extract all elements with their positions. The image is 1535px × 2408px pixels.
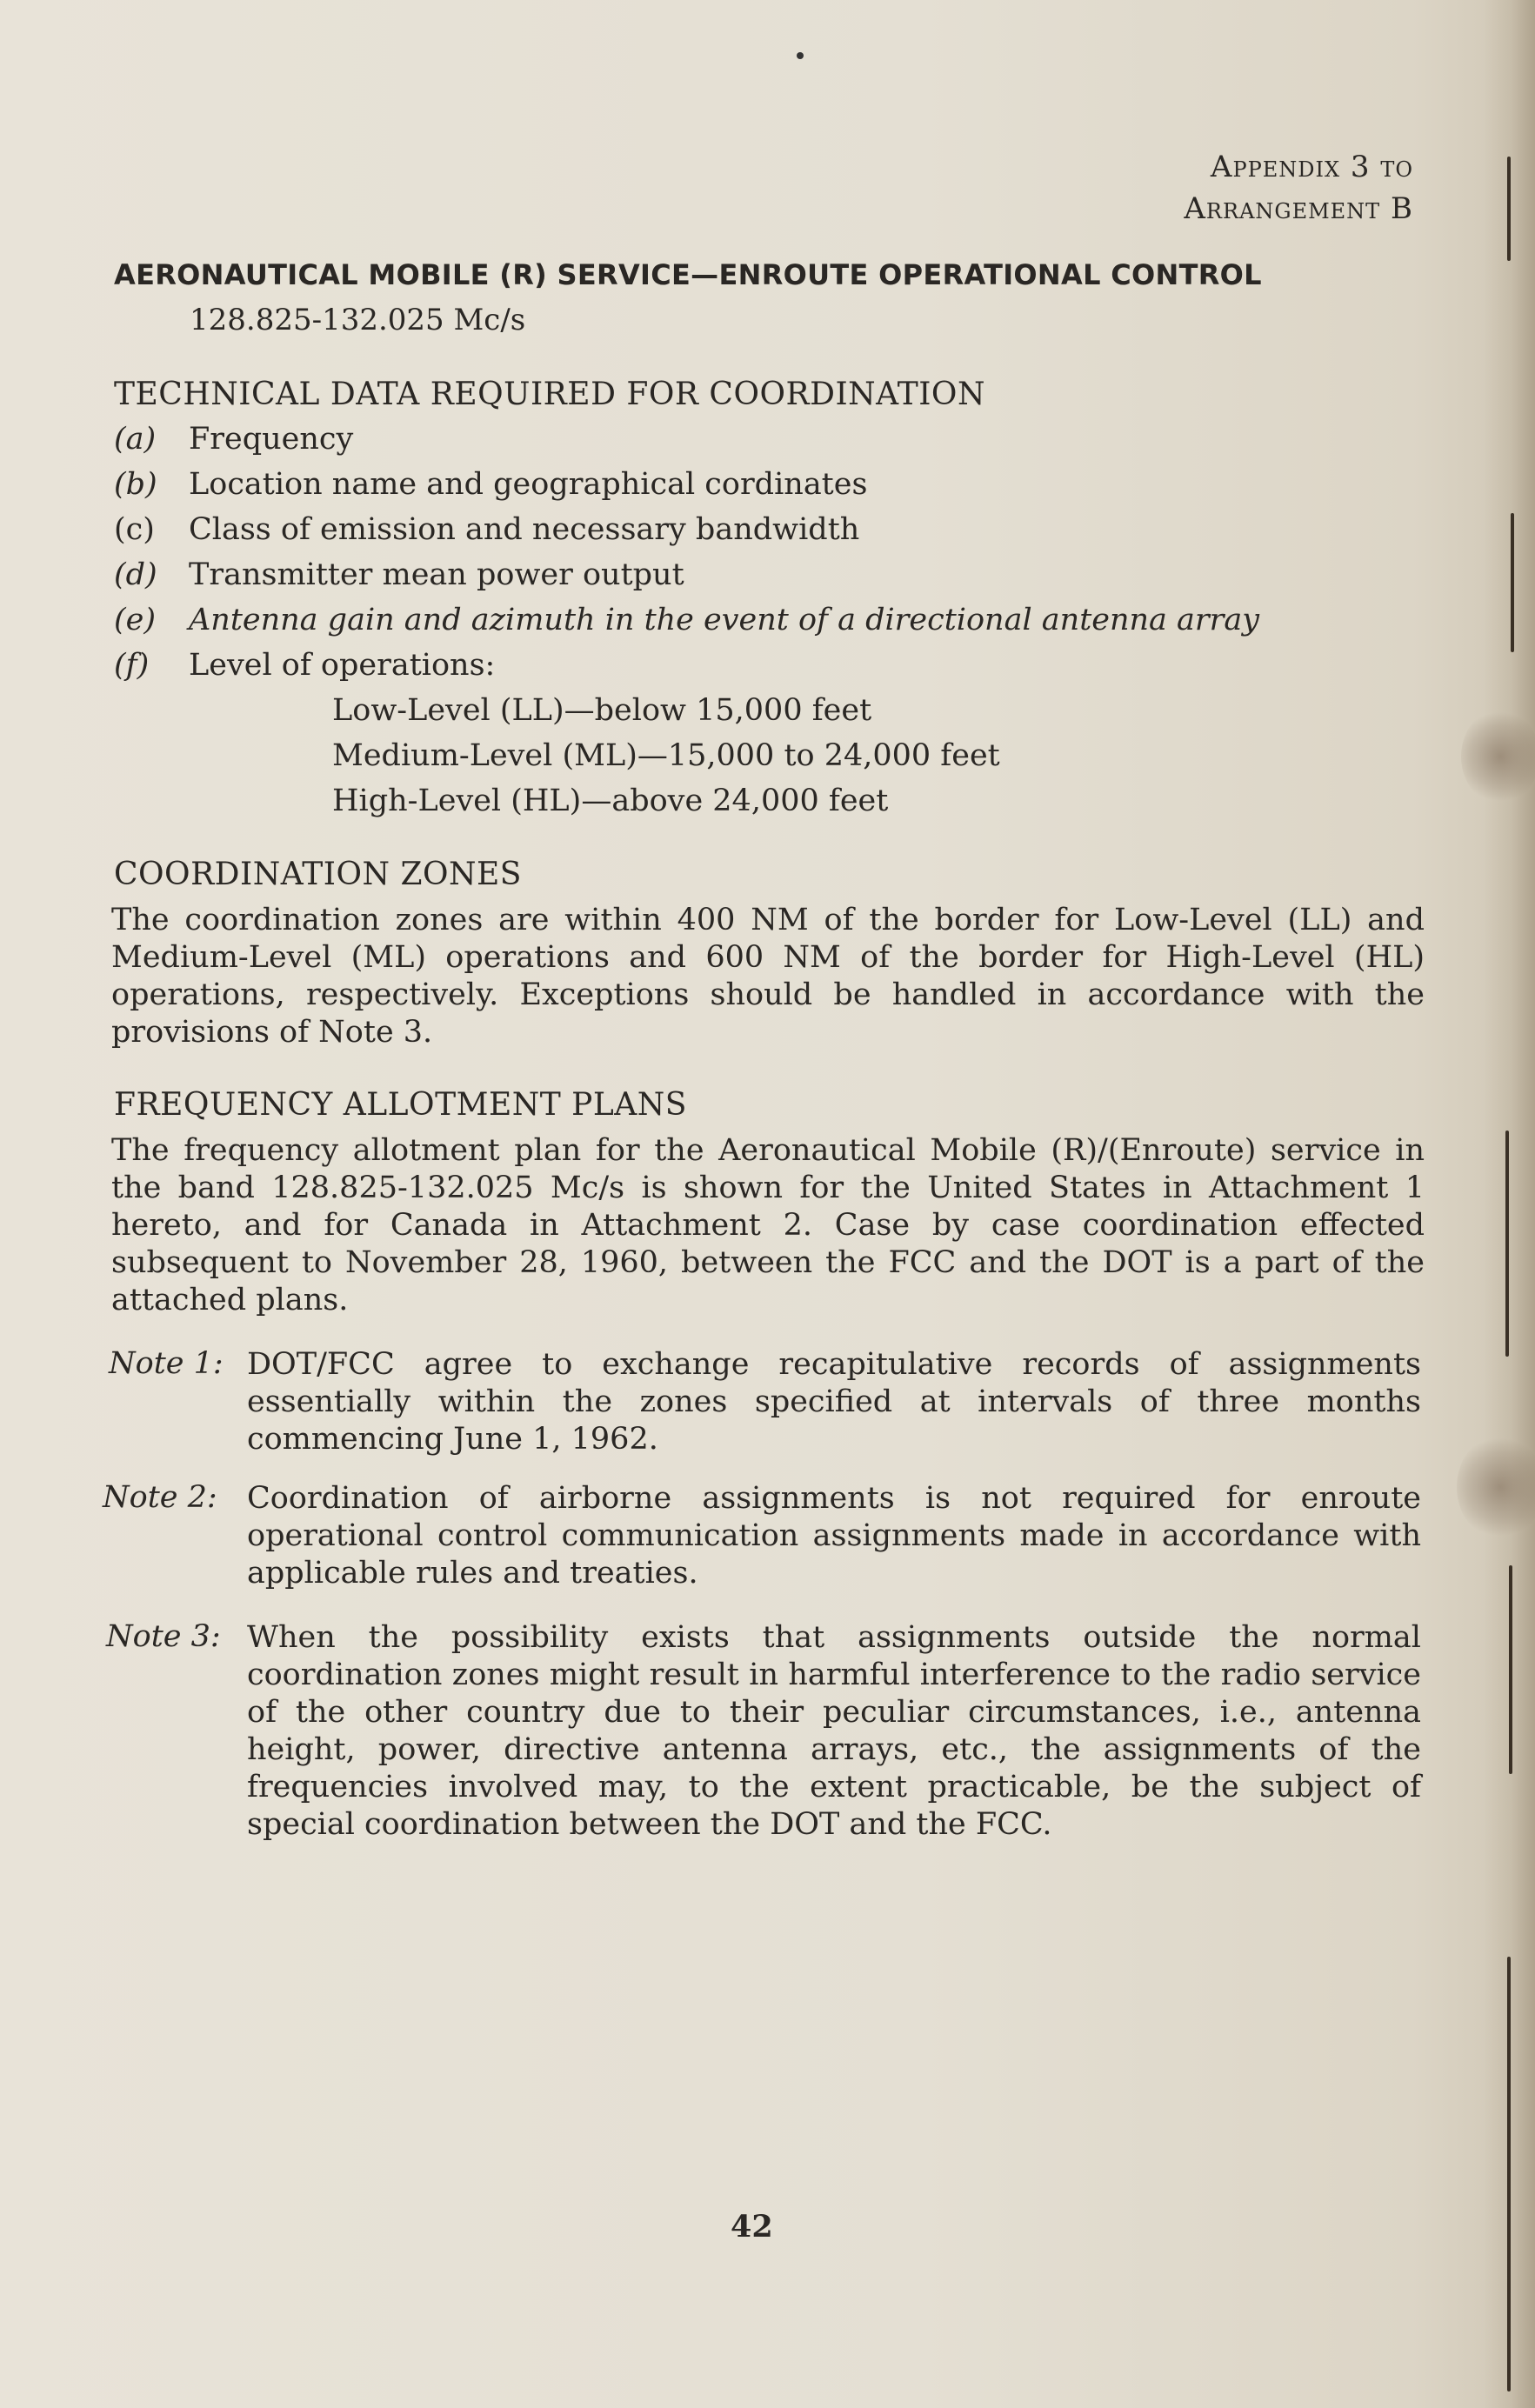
note-1-label: Note 1: xyxy=(109,1346,224,1381)
note-3-label: Note 3: xyxy=(106,1619,221,1654)
list-item xyxy=(114,603,1259,637)
appendix-line-1: Appendix 3 to xyxy=(1210,150,1413,184)
binding-edge-mark xyxy=(1507,157,1511,261)
item-label: (a) xyxy=(114,422,157,457)
bleed-through-text xyxy=(104,78,1409,391)
item-text: Transmitter mean power output xyxy=(189,557,684,592)
note-2-text: Coordination of airborne assignments is not required for enroute operational control communication assignments made in accordance with applicable rules and treaties. xyxy=(247,1481,1421,1591)
level-high: High-Level (HL)—above 24,000 feet xyxy=(332,784,889,818)
page-number: 42 xyxy=(731,2209,773,2245)
appendix-line-2: Arrangement B xyxy=(1184,191,1413,226)
ink-dot xyxy=(797,52,804,59)
item-label: (b) xyxy=(114,467,157,502)
item-label: (c) xyxy=(114,512,155,547)
item-label: (e) xyxy=(114,603,157,637)
item-label: (d) xyxy=(114,557,157,592)
technical-data-heading: TECHNICAL DATA REQUIRED FOR COORDINATION xyxy=(114,377,985,412)
paper-stain xyxy=(1461,709,1535,804)
list-item xyxy=(114,467,867,502)
note-1-text: DOT/FCC agree to exchange recapitulative records of assignments essentially within the zones specified at intervals of three months commencing June 1, 1962. xyxy=(247,1347,1421,1457)
frequency-band: 128.825-132.025 Mc/s xyxy=(190,303,526,337)
note-2-label: Note 2: xyxy=(103,1480,217,1515)
paper-stain xyxy=(1457,1435,1535,1539)
list-item xyxy=(114,648,495,683)
item-text: Class of emission and necessary bandwidth xyxy=(189,512,860,547)
item-text: Frequency xyxy=(189,422,354,457)
coordination-zones-heading: COORDINATION ZONES xyxy=(114,857,522,892)
item-text: Level of operations: xyxy=(189,648,496,683)
item-text: Location name and geographical cordinates xyxy=(189,467,868,502)
note-3-text: When the possibility exists that assignments outside the normal coordination zones might result in harmful interference to the radio service of the other country due to their peculiar circumstances, i.e., antenna height, power, directive antenna arrays, etc., the assignments of the frequencies involved may, to the extent practicable, be the subject of special coordination between the DOT and the FCC. xyxy=(247,1620,1421,1842)
item-label: (f) xyxy=(114,648,150,683)
binding-edge-mark xyxy=(1507,1957,1511,2391)
level-low: Low-Level (LL)—below 15,000 feet xyxy=(332,693,872,728)
level-medium: Medium-Level (ML)—15,000 to 24,000 feet xyxy=(332,738,1000,773)
frequency-plans-heading: FREQUENCY ALLOTMENT PLANS xyxy=(114,1087,687,1123)
appendix-header xyxy=(1184,146,1413,230)
list-item xyxy=(114,512,859,547)
binding-edge-mark xyxy=(1509,1565,1512,1774)
coordination-zones-text: The coordination zones are within 400 NM of the border for Low-Level (LL) and Medium-Level (ML) operations and 600 NM of the border for High-Level (HL) operations, respectively. Exceptions should be handled in accordance with the provisions of Note 3. xyxy=(111,903,1425,1050)
binding-edge-mark xyxy=(1505,1131,1509,1357)
binding-edge-mark xyxy=(1511,513,1514,652)
list-item xyxy=(114,557,684,592)
item-text: Antenna gain and azimuth in the event of a directional antenna array xyxy=(189,603,1260,637)
frequency-plans-text: The frequency allotment plan for the Aeronautical Mobile (R)/(Enroute) service in the band 128.825-132.025 Mc/s is shown for the United States in Attachment 1 hereto, and for Canada in Attachment 2. Case by case coordination effected subsequent to November 28, 1960, between the FCC and the DOT is a part of the attached plans. xyxy=(111,1133,1425,1317)
list-item xyxy=(114,422,353,457)
document-title: AERONAUTICAL MOBILE (R) SERVICE—ENROUTE OPERATIONAL CONTROL xyxy=(114,258,1262,291)
